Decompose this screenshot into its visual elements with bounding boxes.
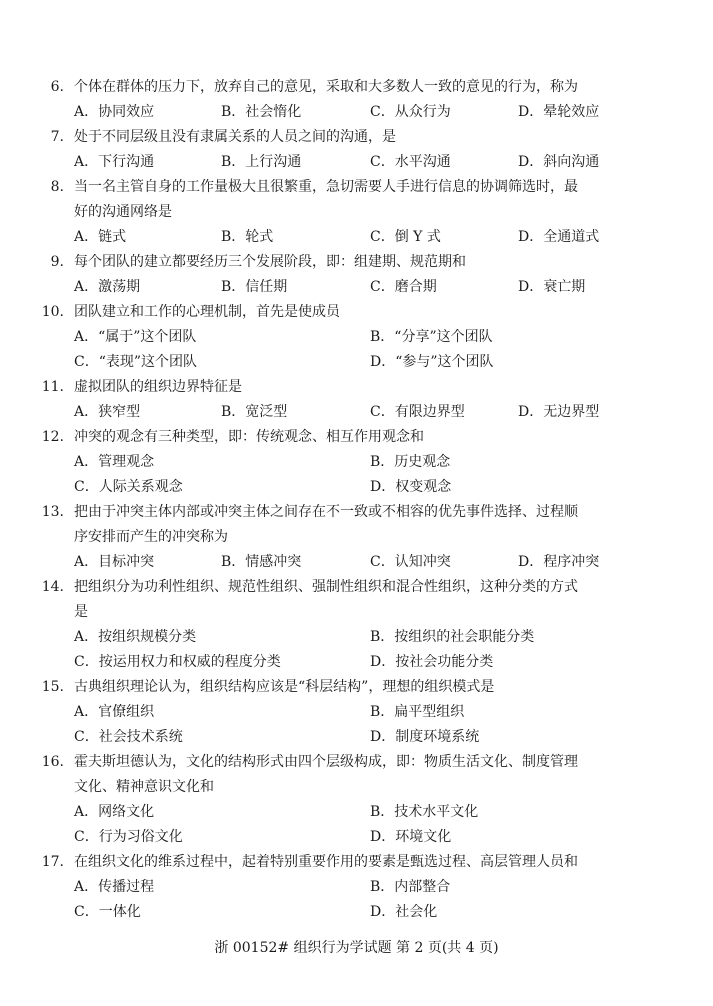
option-a: A．下行沟通 (74, 154, 155, 170)
option-b: B．上行沟通 (221, 154, 302, 170)
option-c: C．一体化 (74, 904, 141, 920)
option-a: A．传播过程 (74, 879, 155, 895)
option-a: A．目标冲突 (74, 554, 155, 570)
question-number: 17. (41, 854, 64, 870)
option-d: D．权变观念 (370, 479, 452, 495)
option-d: D．晕轮效应 (518, 104, 600, 120)
option-row (0, 900, 713, 925)
option-b: B．“分享”这个团队 (370, 329, 493, 345)
option-b: B．社会惰化 (221, 104, 302, 120)
option-c: C．倒 Y 式 (370, 229, 441, 245)
question-stem-text: 虚拟团队的组织边界特征是 (74, 379, 242, 395)
question-stem-text: 冲突的观念有三种类型，即：传统观念、相互作用观念和 (74, 429, 424, 445)
question-stem-text: 处于不同层级且没有隶属关系的人员之间的沟通，是 (74, 129, 396, 145)
question-6 (0, 75, 713, 125)
option-row (0, 625, 713, 650)
option-row (0, 650, 713, 675)
option-row (0, 225, 713, 250)
option-b: B．技术水平文化 (370, 804, 479, 820)
option-row (0, 325, 713, 350)
question-number: 14. (41, 579, 64, 595)
option-b: B．轮式 (221, 229, 274, 245)
question-stem-line (0, 200, 713, 225)
question-stem-text: 把由于冲突主体内部或冲突主体之间存在不一致或不相容的优先事件选择、过程顺 (74, 504, 578, 520)
question-stem-line (0, 750, 713, 775)
option-a: A．狭窄型 (74, 404, 141, 420)
option-row (0, 875, 713, 900)
question-stem-line (0, 175, 713, 200)
option-d: D．程序冲突 (518, 554, 600, 570)
option-a: A．管理观念 (74, 454, 155, 470)
option-row (0, 150, 713, 175)
option-c: C．磨合期 (370, 279, 437, 295)
option-c: C．按运用权力和权威的程度分类 (74, 654, 281, 670)
question-number: 16. (41, 754, 64, 770)
option-d: D．“参与”这个团队 (370, 354, 494, 370)
option-c: C．社会技术系统 (74, 729, 183, 745)
question-number: 12. (41, 429, 64, 445)
question-stem-line (0, 125, 713, 150)
question-stem-line (0, 75, 713, 100)
option-a: A．网络文化 (74, 804, 155, 820)
option-d: D．斜向沟通 (518, 154, 600, 170)
option-c: C．水平沟通 (370, 154, 451, 170)
option-row (0, 275, 713, 300)
option-b: B．按组织的社会职能分类 (370, 629, 535, 645)
option-c: C．从众行为 (370, 104, 451, 120)
question-9 (0, 250, 713, 300)
option-d: D．制度环境系统 (370, 729, 480, 745)
question-stem-line (0, 850, 713, 875)
question-13 (0, 500, 713, 575)
option-b: B．情感冲突 (221, 554, 302, 570)
question-stem-line (0, 425, 713, 450)
option-row (0, 350, 713, 375)
option-c: C．人际关系观念 (74, 479, 183, 495)
question-stem-text: 好的沟通网络是 (74, 204, 172, 220)
question-stem-line (0, 600, 713, 625)
option-row (0, 800, 713, 825)
question-stem-text: 序安排而产生的冲突称为 (74, 529, 228, 545)
question-stem-text: 当一名主管自身的工作量极大且很繁重，急切需要人手进行信息的协调筛选时，最 (74, 179, 578, 195)
option-a: A．官僚组织 (74, 704, 155, 720)
question-stem-line (0, 300, 713, 325)
question-stem-text: 古典组织理论认为，组织结构应该是“科层结构”，理想的组织模式是 (74, 679, 495, 695)
question-stem-text: 文化、精神意识文化和 (74, 779, 214, 795)
option-d: D．全通道式 (518, 229, 600, 245)
question-stem-text: 团队建立和工作的心理机制，首先是使成员 (74, 304, 340, 320)
question-stem-line (0, 525, 713, 550)
option-c: C．认知冲突 (370, 554, 451, 570)
question-stem-text: 霍夫斯坦德认为，文化的结构形式由四个层级构成，即：物质生活文化、制度管理 (74, 754, 578, 770)
question-12 (0, 425, 713, 500)
question-number: 9. (50, 254, 64, 270)
question-stem-line (0, 675, 713, 700)
question-stem-line (0, 775, 713, 800)
question-7 (0, 125, 713, 175)
option-d: D．按社会功能分类 (370, 654, 494, 670)
question-number: 15. (41, 679, 64, 695)
option-b: B．扁平型组织 (370, 704, 465, 720)
question-stem-text: 把组织分为功利性组织、规范性组织、强制性组织和混合性组织，这种分类的方式 (74, 579, 578, 595)
option-row (0, 450, 713, 475)
option-b: B．宽泛型 (221, 404, 288, 420)
option-b: B．历史观念 (370, 454, 451, 470)
option-row (0, 700, 713, 725)
question-16 (0, 750, 713, 850)
option-row (0, 550, 713, 575)
option-row (0, 100, 713, 125)
question-15 (0, 675, 713, 750)
question-stem-text: 每个团队的建立都要经历三个发展阶段，即：组建期、规范期和 (74, 254, 466, 270)
question-stem-line (0, 575, 713, 600)
question-number: 6. (50, 79, 64, 95)
question-number: 13. (41, 504, 64, 520)
option-a: A．激荡期 (74, 279, 141, 295)
page-footer: 浙 00152# 组织行为学试题 第 2 页(共 4 页) (214, 940, 499, 956)
option-d: D．社会化 (370, 904, 438, 920)
question-number: 8. (50, 179, 64, 195)
option-d: D．无边界型 (518, 404, 600, 420)
question-8 (0, 175, 713, 250)
question-stem-text: 在组织文化的维系过程中，起着特别重要作用的要素是甄选过程、高层管理人员和 (74, 854, 578, 870)
option-a: A．链式 (74, 229, 127, 245)
question-number: 10. (41, 304, 64, 320)
option-a: A．协同效应 (74, 104, 155, 120)
question-stem-text: 是 (74, 604, 88, 620)
question-14 (0, 575, 713, 675)
question-stem-line (0, 500, 713, 525)
option-c: C．“表现”这个团队 (74, 354, 198, 370)
option-b: B．信任期 (221, 279, 288, 295)
question-stem-line (0, 250, 713, 275)
option-row (0, 725, 713, 750)
option-row (0, 400, 713, 425)
question-10 (0, 300, 713, 375)
question-stem-text: 个体在群体的压力下，放弃自己的意见，采取和大多数人一致的意见的行为，称为 (74, 79, 578, 95)
question-number: 7. (50, 129, 64, 145)
option-d: D．衰亡期 (518, 279, 586, 295)
option-d: D．环境文化 (370, 829, 452, 845)
question-11 (0, 375, 713, 425)
question-stem-line (0, 375, 713, 400)
question-17 (0, 850, 713, 925)
option-row (0, 475, 713, 500)
option-c: C．行为习俗文化 (74, 829, 183, 845)
option-a: A．“属于”这个团队 (74, 329, 197, 345)
option-b: B．内部整合 (370, 879, 451, 895)
question-number: 11. (41, 379, 64, 395)
option-row (0, 825, 713, 850)
option-a: A．按组织规模分类 (74, 629, 197, 645)
option-c: C．有限边界型 (370, 404, 465, 420)
